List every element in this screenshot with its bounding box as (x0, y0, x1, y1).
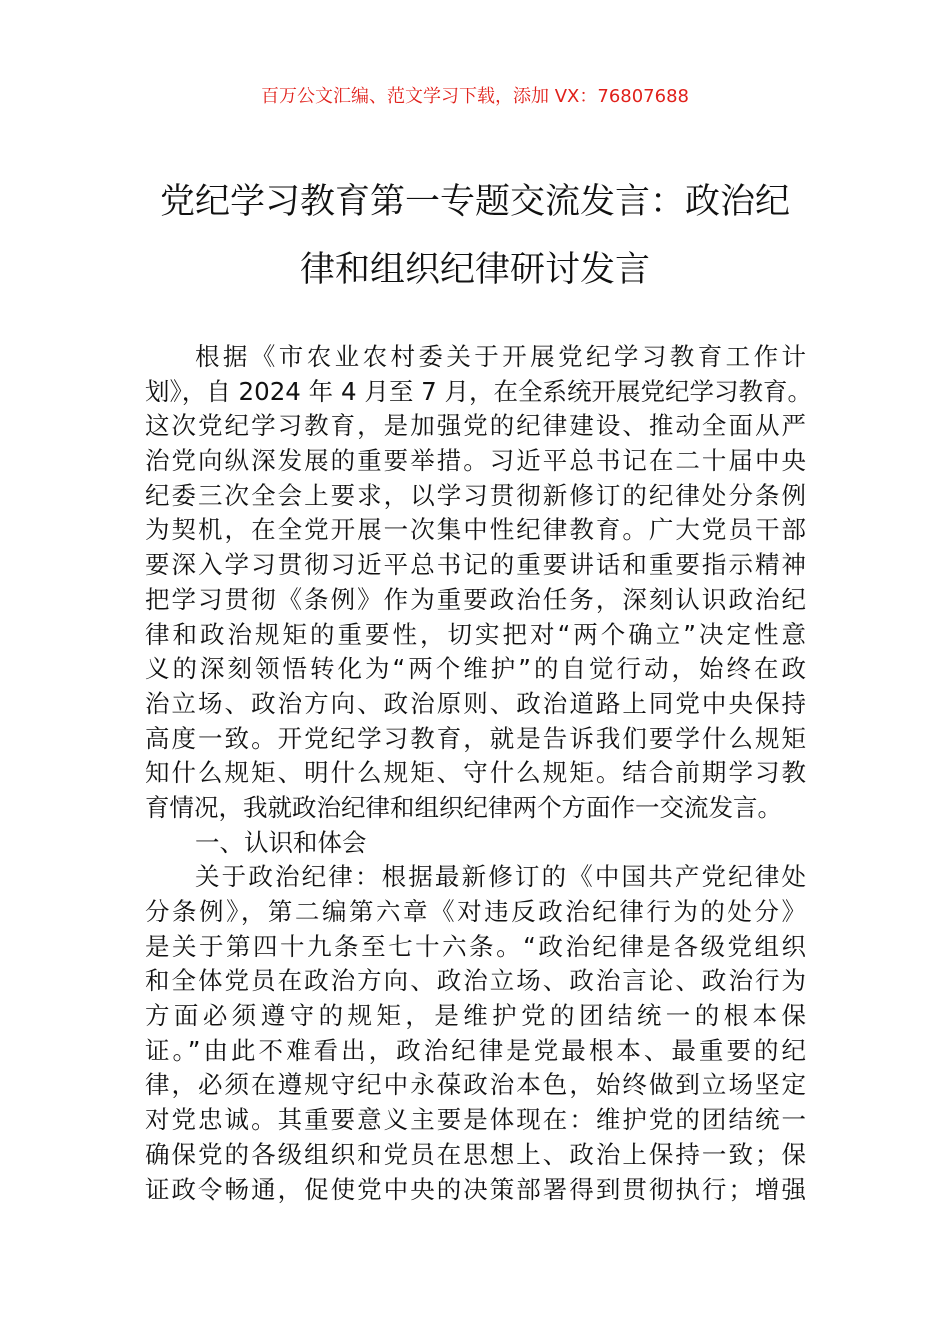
body-text-line: 证政令畅通，促使党中央的决策部署得到贯彻执行；增强 (145, 1174, 806, 1204)
body-text-line: 方面必须遵守的规矩，是维护党的团结统一的根本保 (145, 1001, 806, 1031)
body-text-line: 把学习贯彻《条例》作为重要政治任务，深刻认识政治纪 (145, 584, 806, 614)
body-text-line: 育情况，我就政治纪律和组织纪律两个方面作一交流发言。 (145, 792, 782, 822)
body-text-line: 高度一致。开党纪学习教育，就是告诉我们要学什么规矩 (145, 723, 806, 753)
body-text-line: 确保党的各级组织和党员在思想上、政治上保持一致；保 (145, 1139, 806, 1169)
body-text-line: 为契机，在全党开展一次集中性纪律教育。广大党员干部 (145, 515, 806, 545)
body-text-line: 是关于第四十九条至七十六条。“政治纪律是各级党组织 (145, 931, 806, 961)
header-banner: 百万公文汇编、范文学习下载，添加 VX：76807688 (261, 86, 689, 107)
body-text-line: 要深入学习贯彻习近平总书记的重要讲话和重要指示精神 (145, 550, 806, 580)
body-text-line: 和全体党员在政治方向、政治立场、政治言论、政治行为 (145, 966, 806, 996)
body-text-line: 义的深刻领悟转化为“两个维护”的自觉行动，始终在政 (145, 654, 806, 684)
body-text-line: 分条例》，第二编第六章《对违反政治纪律行为的处分》 (145, 897, 806, 926)
body-text-line: 这次党纪学习教育，是加强党的纪律建设、推动全面从严 (145, 411, 806, 441)
body-text-line: 一、认识和体会 (195, 827, 367, 857)
document-title-line-1: 党纪学习教育第一专题交流发言：政治纪 (159, 182, 790, 222)
document-body (145, 340, 813, 1207)
body-text-line: 根据《市农业农村委关于开展党纪学习教育工作计 (195, 342, 806, 371)
document-title-line-2: 律和组织纪律研讨发言 (299, 250, 650, 290)
body-text-line: 证。”由此不难看出，政治纪律是党最根本、最重要的纪 (145, 1035, 806, 1065)
body-text-line: 对党忠诚。其重要意义主要是体现在：维护党的团结统一 (145, 1105, 806, 1135)
body-text-line: 关于政治纪律：根据最新修订的《中国共产党纪律处 (195, 862, 806, 892)
body-text-line: 治党向纵深发展的重要举措。习近平总书记在二十届中央 (145, 446, 806, 476)
body-text-line: 律，必须在遵规守纪中永葆政治本色，始终做到立场坚定 (145, 1070, 806, 1100)
body-text-line: 划》，自 2024 年 4 月至 7 月，在全系统开展党纪学习教育。 (145, 376, 813, 406)
body-text-line: 纪委三次全会上要求，以学习贯彻新修订的纪律处分条例 (145, 480, 806, 510)
body-text-line: 知什么规矩、明什么规矩、守什么规矩。结合前期学习教 (145, 758, 806, 788)
body-text-line: 律和政治规矩的重要性，切实把对“两个确立”决定性意 (145, 619, 806, 649)
body-text-line: 治立场、政治方向、政治原则、政治道路上同党中央保持 (145, 688, 806, 718)
